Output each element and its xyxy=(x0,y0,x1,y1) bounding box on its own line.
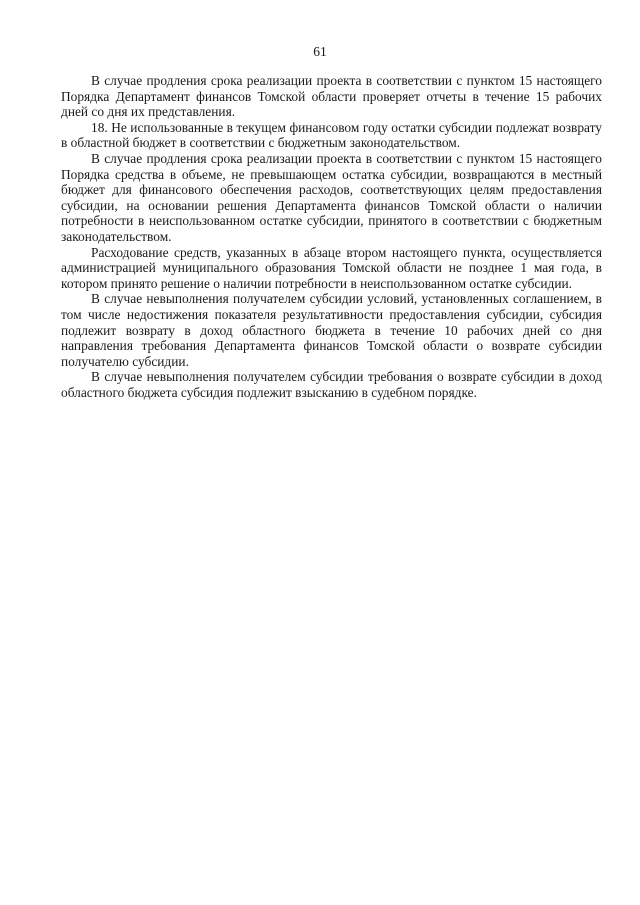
paragraph-judicial-recovery: В случае невыполнения получателем субсидии требования о возврате субсидии в доход областного бюджета субсидия подлежит взысканию в судебном порядке. xyxy=(61,369,602,400)
document-body xyxy=(61,73,602,400)
page-number: 61 xyxy=(313,44,327,59)
paragraph-remaining-funds: В случае продления срока реализации проекта в соответствии с пунктом 15 настоящего Порядка средства в объеме, не превышающем остатка субсидии, возвращаются в местный бюджет для финансового обеспечения расходов, соответствующих целям предоставления субсидии, на основании решения Департамента финансов Томской области о наличии потребности в неиспользованном остатке субсидии, принятого в соответствии с бюджетным законодательством. xyxy=(61,150,602,244)
paragraph-item-18: 18. Не использованные в текущем финансовом году остатки субсидии подлежат возврату в областной бюджет в соответствии с бюджетным законодательством. xyxy=(61,119,602,151)
paragraph-spending-deadline: Расходование средств, указанных в абзаце втором настоящего пункта, осуществляется администрацией муниципального образования Томской области не позднее 1 мая года, в котором принято решение о наличии потребности в неиспользованном остатке субсидии. xyxy=(61,244,602,291)
paragraph-reporting-check: В случае продления срока реализации проекта в соответствии с пунктом 15 настоящего Порядка Департамент финансов Томской области проверяет отчеты в течение 15 рабочих дней со дня их представления. xyxy=(61,73,602,120)
paragraph-non-fulfillment: В случае невыполнения получателем субсидии условий, установленных соглашением, в том числе недостижения показателя результативности предоставления субсидии, субсидия подлежит возврату в доход областного бюджета в течение 10 рабочих дней со дня направления требования Департамента финансов Томской области о возврате субсидии получателю субсидии. xyxy=(61,291,602,369)
